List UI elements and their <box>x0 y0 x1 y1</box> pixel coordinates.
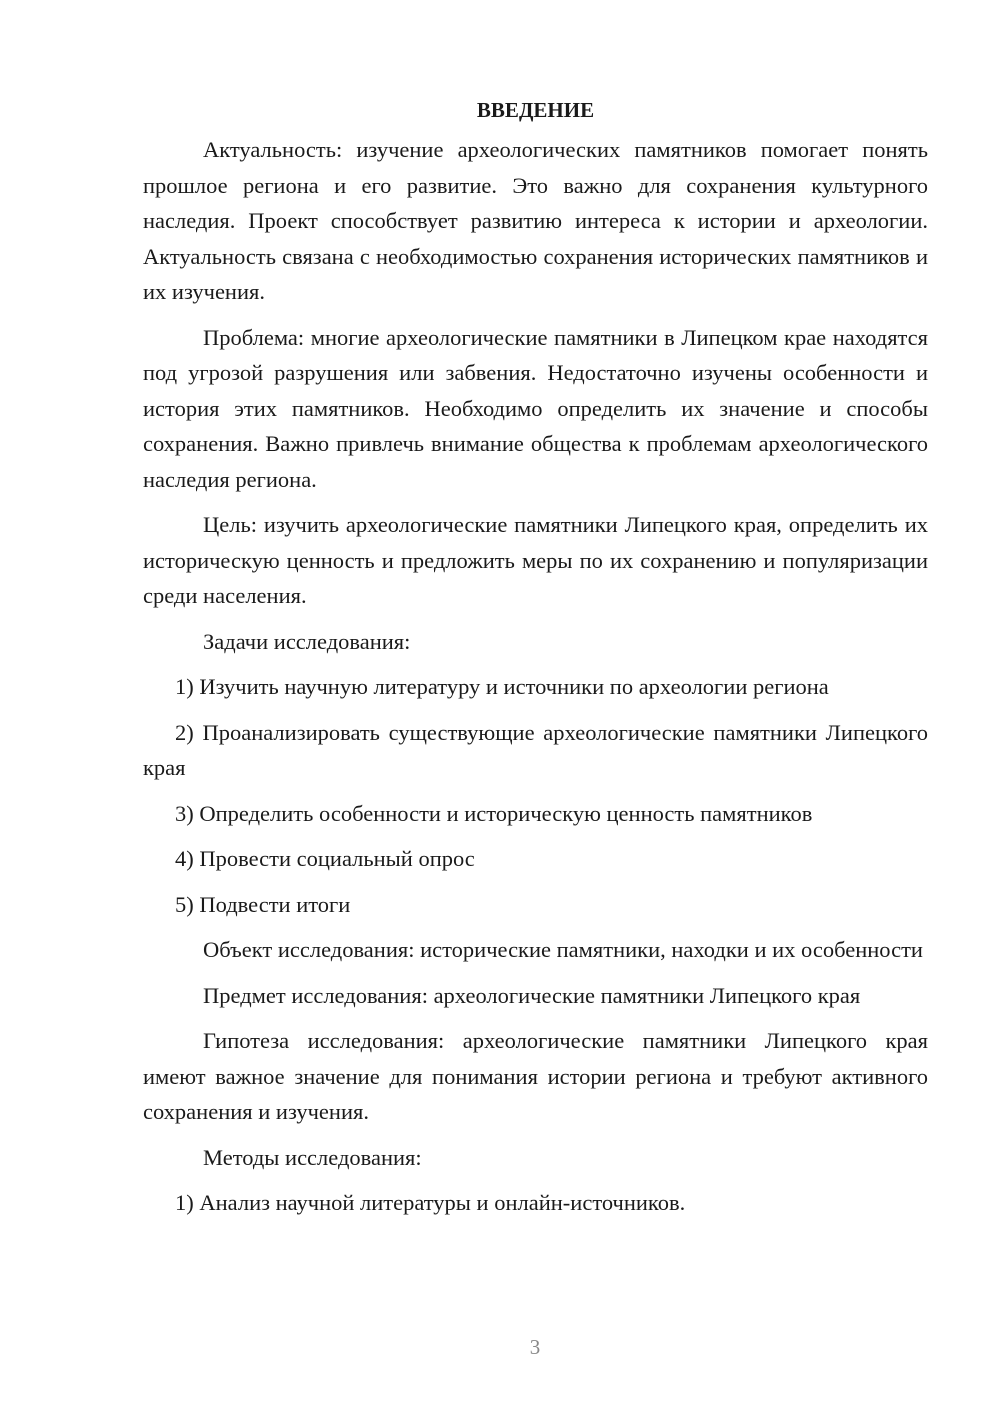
object-paragraph: Объект исследования: исторические памятники, находки и их особенности <box>203 937 923 962</box>
task-item: 1) Изучить научную литературу и источники по археологии региона <box>175 674 829 699</box>
tasks-heading: Задачи исследования: <box>203 628 411 654</box>
subject-paragraph: Предмет исследования: археологические памятники Липецкого края <box>203 982 861 1008</box>
method-item: 1) Анализ научной литературы и онлайн-источников. <box>175 1190 686 1215</box>
task-item: 2) Проанализировать существующие археологические памятники Липецкого края <box>143 719 928 780</box>
relevance-paragraph: Актуальность: изучение археологических памятников помогает понять прошлое региона и его развитие. Это важно для сохранения культурного наследия. Проект способствует развитию интереса к истории и археологии. Актуальность связана с необходимостью сохранения исторических памятников и их изучения. <box>143 137 928 304</box>
methods-heading: Методы исследования: <box>203 1144 422 1170</box>
goal-paragraph: Цель: изучить археологические памятники Липецкого края, определить их историческую ценность и предложить меры по их сохранению и популяризации среди населения. <box>143 512 928 608</box>
section-title: ВВЕДЕНИЕ <box>476 98 595 122</box>
task-item: 3) Определить особенности и историческую ценность памятников <box>175 800 813 826</box>
problem-paragraph: Проблема: многие археологические памятники в Липецком крае находятся под угрозой разрушения или забвения. Недостаточно изучены особенности и история этих памятников. Необходимо определить их значение и способы сохранения. Важно привлечь внимание общества к проблемам археологического наследия региона. <box>143 324 928 492</box>
task-item: 5) Подвести итоги <box>175 891 351 917</box>
document-body <box>143 92 928 1231</box>
hypothesis-paragraph: Гипотеза исследования: археологические памятники Липецкого края имеют важное значение для понимания истории региона и требуют активного сохранения и изучения. <box>143 1028 928 1124</box>
page-number: 3 <box>529 1335 541 1359</box>
task-item: 4) Провести социальный опрос <box>175 846 475 871</box>
